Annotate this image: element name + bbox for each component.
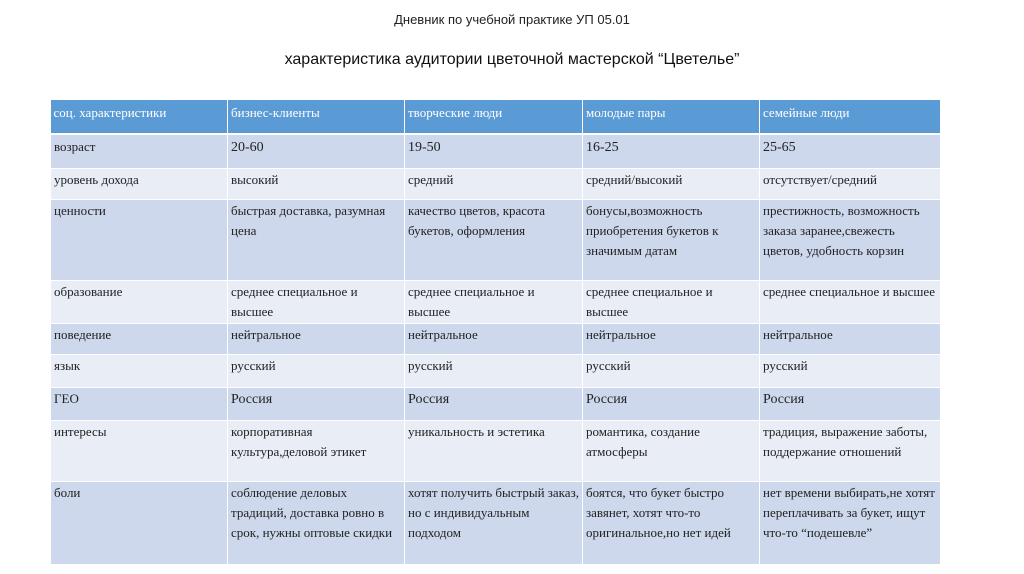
cell-value: Россия <box>231 392 273 407</box>
table-cell: русский <box>228 355 405 388</box>
diary-header: Дневник по учебной практике УП 05.01 <box>394 12 630 27</box>
cell-value: 20-60 <box>231 140 264 155</box>
table-cell: бонусы,возможность приобретения букетов к значимым датам <box>583 200 760 281</box>
table-cell: среднее специальное и высшее <box>583 281 760 324</box>
table-cell: средний <box>405 169 583 200</box>
table-row-behavior <box>51 324 941 355</box>
cell-value: Россия <box>763 392 805 407</box>
table-cell <box>583 388 760 421</box>
table-cell <box>405 134 583 169</box>
row-label: боли <box>51 482 228 565</box>
table-cell: русский <box>405 355 583 388</box>
table-cell: нейтральное <box>583 324 760 355</box>
audience-table <box>50 100 941 565</box>
table-cell: корпоративная культура,деловой этикет <box>228 421 405 482</box>
cell-value: 16-25 <box>586 140 619 155</box>
table-cell <box>583 134 760 169</box>
table-cell: соблюдение деловых традиций, доставка ровно в срок, нужны оптовые скидки <box>228 482 405 565</box>
column-header-characteristics: соц. характеристики <box>51 100 228 134</box>
cell-value: Россия <box>408 392 450 407</box>
cell-value: 19-50 <box>408 140 441 155</box>
table-cell: высокий <box>228 169 405 200</box>
table-cell <box>760 388 941 421</box>
table-cell: нет времени выбирать,не хотят переплачивать за букет, ищут что-то “подешевле” <box>760 482 941 565</box>
table-cell: русский <box>760 355 941 388</box>
table-row-geo <box>51 388 941 421</box>
table-row-values <box>51 200 941 281</box>
table-cell: русский <box>583 355 760 388</box>
column-header-creative-people: творческие люди <box>405 100 583 134</box>
table-cell: нейтральное <box>760 324 941 355</box>
table-cell <box>228 134 405 169</box>
table-header-row <box>51 100 941 134</box>
table-cell: среднее специальное и высшее <box>228 281 405 324</box>
column-header-young-couples: молодые пары <box>583 100 760 134</box>
table-cell: среднее специальное и высшее <box>760 281 941 324</box>
table-row-education <box>51 281 941 324</box>
row-label: язык <box>51 355 228 388</box>
table-cell: боятся, что букет быстро завянет, хотят что-то оригинальное,но нет идей <box>583 482 760 565</box>
table-row-interests <box>51 421 941 482</box>
table-cell <box>228 388 405 421</box>
table-cell: романтика, создание атмосферы <box>583 421 760 482</box>
table-cell: средний/высокий <box>583 169 760 200</box>
column-header-family-people: семейные люди <box>760 100 941 134</box>
cell-value: 25-65 <box>763 140 796 155</box>
row-label: возраст <box>51 134 228 169</box>
table-cell: качество цветов, красота букетов, оформления <box>405 200 583 281</box>
table-cell <box>405 388 583 421</box>
row-label: уровень дохода <box>51 169 228 200</box>
cell-value: Россия <box>586 392 628 407</box>
row-label: интересы <box>51 421 228 482</box>
row-label: ценности <box>51 200 228 281</box>
page-title: характеристика аудитории цветочной мастерской “Цветелье” <box>284 51 740 68</box>
table-row-language <box>51 355 941 388</box>
table-cell: уникальность и эстетика <box>405 421 583 482</box>
table-row-pains <box>51 482 941 565</box>
row-label: ГЕО <box>51 388 228 421</box>
table-cell: среднее специальное и высшее <box>405 281 583 324</box>
row-label: образование <box>51 281 228 324</box>
table-cell: нейтральное <box>405 324 583 355</box>
table-row-age <box>51 134 941 169</box>
table-cell: отсутствует/средний <box>760 169 941 200</box>
table-cell: престижность, возможность заказа заранее,свежесть цветов, удобность корзин <box>760 200 941 281</box>
table-cell <box>760 134 941 169</box>
row-label: поведение <box>51 324 228 355</box>
column-header-business-clients: бизнес-клиенты <box>228 100 405 134</box>
table-cell: быстрая доставка, разумная цена <box>228 200 405 281</box>
table-cell: хотят получить быстрый заказ, но с индивидуальным подходом <box>405 482 583 565</box>
table-cell: нейтральное <box>228 324 405 355</box>
table-cell: традиция, выражение заботы, поддержание отношений <box>760 421 941 482</box>
table-row-income <box>51 169 941 200</box>
